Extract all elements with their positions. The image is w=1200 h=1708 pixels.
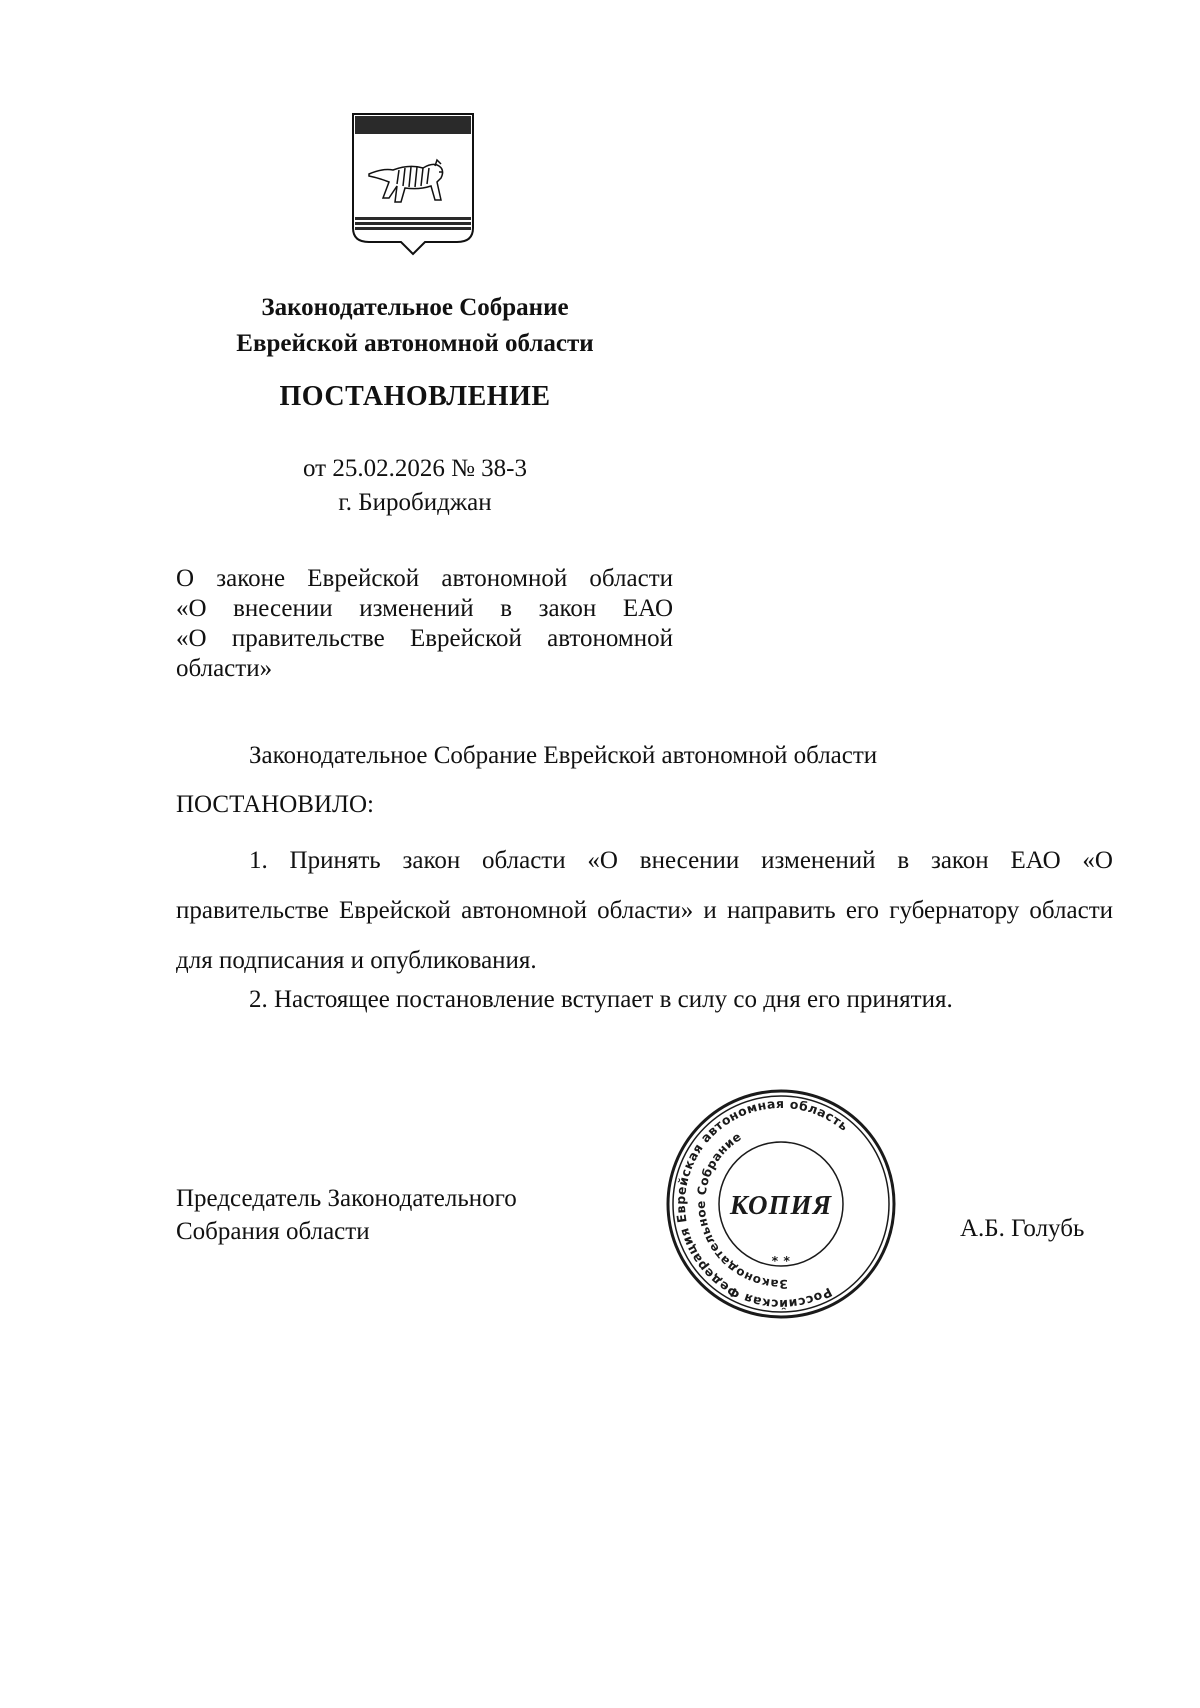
subject-line-1: О законе Еврейской автономной области [176, 565, 673, 592]
resolution-item-2: 2. Настоящее постановление вступает в силу со дня его принятия. [249, 986, 953, 1013]
city: г. Биробиджан [338, 489, 492, 516]
subject-line-4: области» [176, 655, 273, 682]
organization-name [175, 290, 655, 362]
coat-of-arms-icon [349, 110, 477, 258]
signer-name: А.Б. Голубь [960, 1215, 1085, 1242]
signer-title-line-1: Председатель Законодательного [176, 1185, 517, 1212]
organization-line-1: Законодательное Собрание [261, 294, 569, 321]
document-subject [176, 564, 673, 684]
body-resolved: ПОСТАНОВИЛО: [176, 791, 374, 818]
date-number: от 25.02.2026 № 38-3 [302, 455, 528, 482]
subject-line-3: «О правительстве Еврейской автономной [176, 625, 673, 652]
official-stamp [662, 1085, 900, 1323]
signer-title [176, 1182, 606, 1248]
stamp-center-text: КОПИЯ [729, 1190, 833, 1220]
document-type: ПОСТАНОВЛЕНИЕ [279, 381, 551, 412]
stamp-outer-text: Российская Федерация Еврейская автономная область [672, 1095, 852, 1313]
date-and-place [175, 452, 655, 520]
subject-line-2: «О внесении изменений в закон ЕАО [176, 595, 673, 622]
body-intro: Законодательное Собрание Еврейской автономной области [249, 742, 878, 769]
stamp-inner-text: Законодательное Собрание [693, 1129, 789, 1292]
stamp-stars: * * [771, 1253, 791, 1268]
signer-title-line-2: Собрания области [176, 1218, 370, 1245]
resolution-item-1: 1. Принять закон области «О внесении изменений в закон ЕАО «О правительстве Еврейской автономной области» и направить его губернатору области для подписания и опубликования. [176, 847, 1113, 974]
organization-line-2: Еврейской автономной области [236, 330, 594, 357]
